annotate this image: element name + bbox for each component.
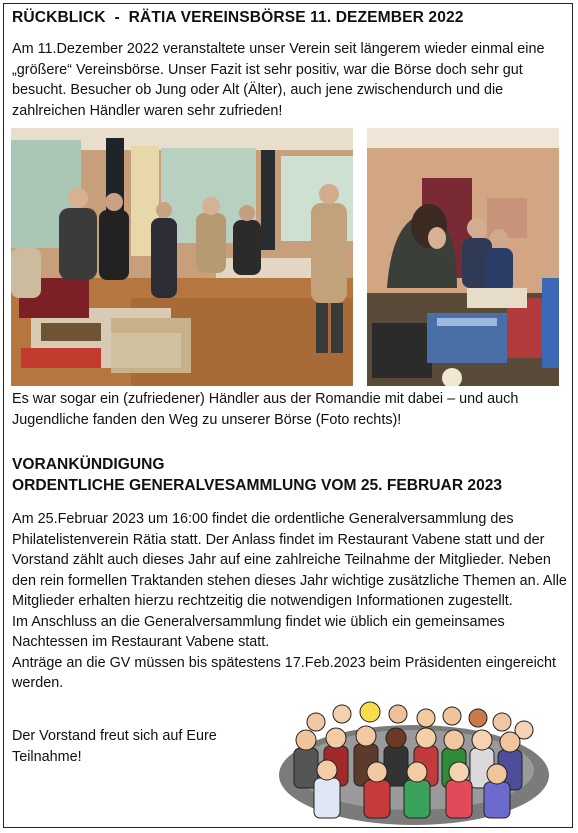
announcement-paragraph-3: Anträge an die GV müssen bis spätestens 17.Feb.2023 beim Präsidenten eingereicht werden.: [12, 654, 556, 691]
cartoon-audience: [274, 700, 550, 826]
announcement-body: [12, 509, 570, 694]
page-title: RÜCKBLICK - RÄTIA VEREINSBÖRSE 11. DEZEMBER 2022: [12, 9, 464, 26]
intro-paragraph: Am 11.Dezember 2022 veranstaltete unser Verein seit längerem wieder einmal eine „größere“ Vereinsbörse. Unser Fazit ist sehr positiv, war die Börse doch sehr gut besucht. Besucher ob Jung oder Alt (Älter), auch jene zwischendurch und die zahlreichen Händler waren sehr zufrieden!: [12, 41, 545, 119]
announcement-paragraph-1: Am 25.Februar 2023 um 16:00 findet die ordentliche Generalversammlung des Philatelistenverein Rätia statt. Der Anlass findet im Restaurant Vabene statt und der Vorstand zählt auch dieses Jahr auf eine zahlreiche Teilnahme der Mitglieder. Neben den rein formellen Traktanden stehen dieses Jahr wichtige zusätzliche Themen an. Alle Mitglieder erhalten hierzu rechtzeitig die notwendigen Informationen zugestellt.: [12, 511, 567, 609]
photo-caption: Es war sogar ein (zufriedener) Händler aus der Romandie mit dabei – und auch Jugendliche fanden den Weg zu unserer Börse (Foto rechts)!: [12, 391, 519, 428]
announcement-heading-line1: VORANKÜNDIGUNG: [12, 456, 165, 473]
photo-bourse-hall: [11, 128, 353, 386]
closing-text: Der Vorstand freut sich auf Eure Teilnahme!: [12, 728, 217, 765]
announcement-paragraph-2: Im Anschluss an die Generalversammlung findet wie üblich ein gemeinsames Nachtessen im Restaurant Vabene statt.: [12, 613, 505, 650]
announcement-heading: [12, 455, 502, 496]
photo-youth-at-table: [367, 128, 559, 386]
announcement-heading-line2: ORDENTLICHE GENERALVESAMMLUNG VOM 25. FEBRUAR 2023: [12, 476, 503, 494]
